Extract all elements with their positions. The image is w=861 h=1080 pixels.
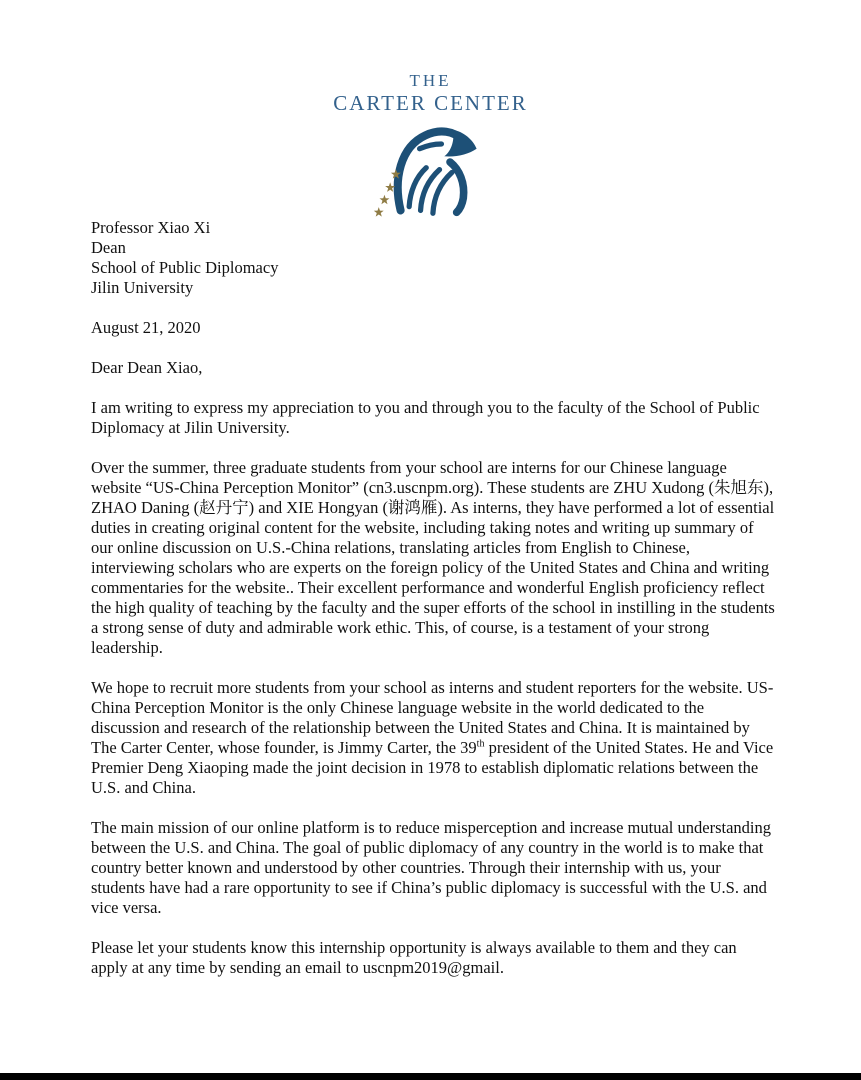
paragraph-3 bbox=[91, 678, 775, 798]
paragraph-4 bbox=[91, 818, 775, 918]
paragraph-text: Over the summer, three graduate students from your school are interns for our Chinese language website “US-China Perception Monitor” (cn3.uscnpm.org). These students are ZHU Xudong (朱旭东), ZHAO Daning (赵丹宁) and XIE Hongyan (谢鸿雁). As interns, they have performed a lot of essential duties in creating original content for the website, including taking notes and writing up summary of our online discussion on U.S.-China relations, translating articles from English to Chinese, interviewing scholars who are experts on the foreign policy of the United States and China and writing commentaries for the website.. Their excellent performance and wonderful English proficiency reflect the high quality of teaching by the faculty and the super efforts of the school in instilling in the students a strong sense of duty and admirable work ethic. This, of course, is a testament of your strong leadership. bbox=[91, 458, 775, 657]
recipient-name: Professor Xiao Xi bbox=[91, 218, 211, 237]
carter-center-eagle-logo-icon bbox=[355, 124, 507, 219]
salutation: Dear Dean Xiao, bbox=[91, 358, 203, 377]
logo-wordmark-carter-center: CARTER CENTER bbox=[333, 91, 528, 115]
paragraph-text: We hope to recruit more students from your school as interns and student reporters for the website. US-China Perception Monitor is the only Chinese language website in the world dedicated to the discussion and research of the relationship between the United States and China. It is maintained by The Carter Center, whose founder, is Jimmy Carter, the 39 bbox=[91, 678, 774, 757]
paragraph-text: Please let your students know this internship opportunity is always available to them and they can apply at any time by sending an email to uscnpm2019@gmail. bbox=[91, 938, 737, 977]
logo-wordmark-the: THE bbox=[409, 71, 452, 90]
paragraph-2 bbox=[91, 458, 775, 658]
recipient-school: School of Public Diplomacy bbox=[91, 258, 279, 277]
paragraph-text: I am writing to express my appreciation to you and through you to the faculty of the School of Public Diplomacy at Jilin University. bbox=[91, 398, 760, 437]
recipient-university: Jilin University bbox=[91, 278, 194, 297]
recipient-title: Dean bbox=[91, 238, 126, 257]
carter-center-logo bbox=[0, 72, 861, 219]
letter-date: August 21, 2020 bbox=[91, 318, 201, 337]
bottom-edge-bar bbox=[0, 1073, 861, 1080]
paragraph-text: The main mission of our online platform is to reduce misperception and increase mutual understanding between the U.S. and China. The goal of public diplomacy of any country in the world is to make that country better known and understood by other countries. Through their internship with us, your students have had a rare opportunity to see if China’s public diplomacy is successful with the U.S. and vice versa. bbox=[91, 818, 771, 917]
paragraph-5 bbox=[91, 938, 775, 978]
letter-body bbox=[91, 218, 775, 978]
superscript-ordinal: th bbox=[476, 738, 485, 750]
paragraph-text: president of the United States. He and Vice Premier Deng Xiaoping made the joint decision in 1978 to establish diplomatic relations between the U.S. and China. bbox=[91, 738, 774, 797]
paragraph-1 bbox=[91, 398, 775, 438]
recipient-address-block bbox=[91, 218, 775, 298]
